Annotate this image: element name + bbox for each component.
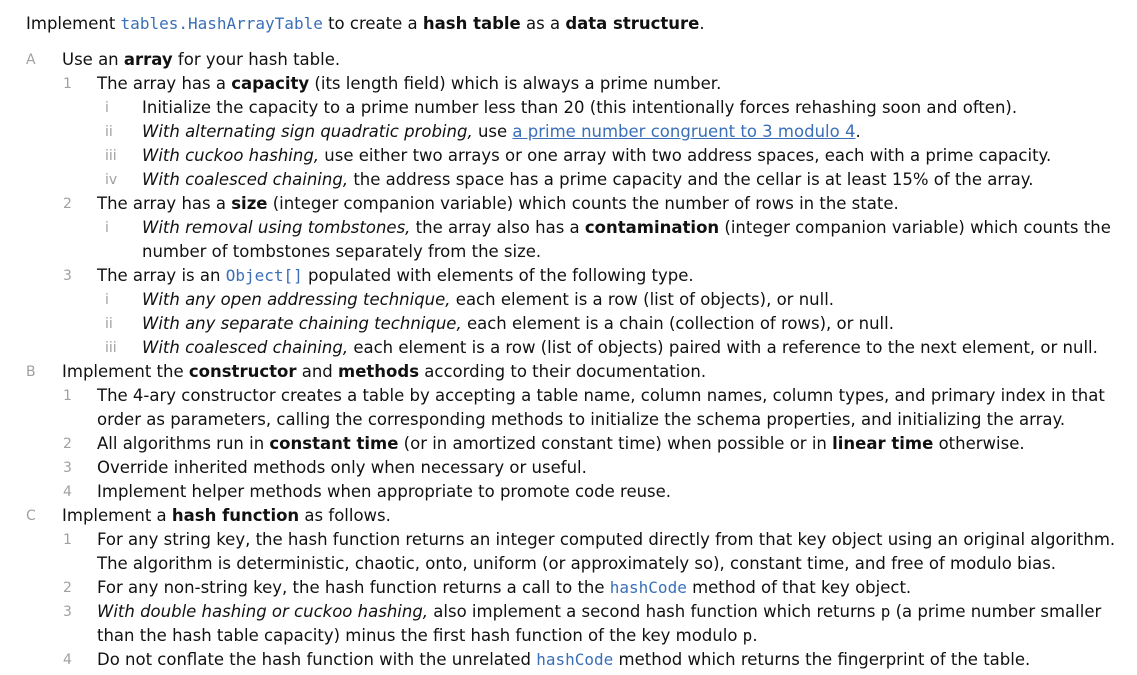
bold-term: array xyxy=(123,50,173,69)
item-marker: 2 xyxy=(63,436,72,452)
item-marker: 1 xyxy=(63,532,72,548)
subitem-a2-i xyxy=(105,216,1111,240)
item-b1-continued xyxy=(97,408,1065,432)
italic-text: With coalesced chaining, xyxy=(142,170,349,189)
subitem-a3-iii xyxy=(105,336,1098,360)
italic-text: With coalesced chaining, xyxy=(142,338,349,357)
item-c3 xyxy=(63,600,1102,624)
subitem-a1-ii xyxy=(105,120,861,144)
item-marker: 1 xyxy=(63,76,72,92)
text: each element is a row (list of objects) paired with a reference to the next element, or null. xyxy=(348,338,1098,357)
text: according to their documentation. xyxy=(419,362,707,381)
intro-text: as a xyxy=(520,14,566,33)
text: method which returns the fingerprint of the table. xyxy=(613,650,1031,669)
text: otherwise. xyxy=(933,434,1025,453)
text: as follows. xyxy=(299,506,391,525)
item-c4 xyxy=(63,648,1031,672)
bold-term: constructor xyxy=(188,362,297,381)
text: Implement the xyxy=(62,362,189,381)
item-marker: 3 xyxy=(63,604,72,620)
item-a2 xyxy=(63,192,899,216)
hashcode-code: hashCode xyxy=(536,650,614,669)
subitem-marker: iii xyxy=(105,148,117,164)
text: The array has a xyxy=(97,194,232,213)
section-c xyxy=(26,504,391,528)
text: for your hash table. xyxy=(172,50,341,69)
section-marker: B xyxy=(26,364,36,380)
item-b2 xyxy=(63,432,1025,456)
section-a xyxy=(26,48,341,72)
text: (a prime number smaller xyxy=(890,602,1102,621)
item-b3 xyxy=(63,456,587,480)
text: also implement a second hash function which returns xyxy=(428,602,881,621)
bold-term: contamination xyxy=(584,218,720,237)
intro-text: Implement xyxy=(26,14,121,33)
subitem-marker: i xyxy=(105,100,109,116)
italic-text: With double hashing or cuckoo hashing, xyxy=(97,602,429,621)
text: and xyxy=(296,362,339,381)
bold-term: linear time xyxy=(832,434,934,453)
italic-text: With cuckoo hashing, xyxy=(142,146,320,165)
intro-text: to create a xyxy=(322,14,423,33)
bold-term: methods xyxy=(338,362,420,381)
item-marker: 4 xyxy=(63,484,72,500)
item-marker: 1 xyxy=(63,388,72,404)
italic-text: With any separate chaining technique, xyxy=(142,314,462,333)
text: the address space has a prime capacity and the cellar is at least 15% of the array. xyxy=(348,170,1034,189)
subitem-marker: ii xyxy=(105,124,113,140)
section-marker: A xyxy=(26,52,36,68)
bold-term: constant time xyxy=(269,434,399,453)
section-b xyxy=(26,360,707,384)
text: The 4-ary constructor creates a table by accepting a table name, column names, column types, and primary index in that xyxy=(97,386,1105,405)
bold-term: size xyxy=(231,194,268,213)
intro-bold: data structure xyxy=(565,14,700,33)
text: Implement a xyxy=(62,506,172,525)
object-array-code: Object[] xyxy=(225,266,303,285)
p-variable: p xyxy=(880,602,891,621)
intro-bold: hash table xyxy=(422,14,521,33)
text: number of tombstones separately from the size. xyxy=(142,242,542,261)
subitem-marker: ii xyxy=(105,316,113,332)
text: . xyxy=(752,626,758,645)
intro-text: . xyxy=(699,14,705,33)
subitem-a3-ii xyxy=(105,312,894,336)
text: each element is a row (list of objects), or null. xyxy=(450,290,835,309)
item-c1-continued xyxy=(97,552,1056,576)
text: use either two arrays or one array with two address spaces, each with a prime capacity. xyxy=(319,146,1052,165)
item-c1 xyxy=(63,528,1116,552)
subitem-marker: iv xyxy=(105,172,118,188)
italic-text: With any open addressing technique, xyxy=(142,290,451,309)
subitem-marker: i xyxy=(105,292,109,308)
class-name-code: tables.HashArrayTable xyxy=(120,14,323,33)
bold-term: hash function xyxy=(171,506,300,525)
subitem-marker: iii xyxy=(105,340,117,356)
item-c2 xyxy=(63,576,912,600)
subitem-a1-i xyxy=(105,96,1018,120)
text: use xyxy=(472,122,513,141)
item-marker: 2 xyxy=(63,196,72,212)
text: Do not conflate the hash function with the unrelated xyxy=(97,650,537,669)
prime-congruent-link[interactable]: a prime number congruent to 3 modulo 4 xyxy=(512,122,856,141)
text: All algorithms run in xyxy=(97,434,270,453)
p-variable: p xyxy=(742,626,753,645)
text: than the hash table capacity) minus the first hash function of the key modulo xyxy=(97,626,743,645)
italic-text: With alternating sign quadratic probing, xyxy=(142,122,473,141)
item-a3 xyxy=(63,264,694,288)
text: The array is an xyxy=(97,266,226,285)
text: (or in amortized constant time) when possible or in xyxy=(398,434,833,453)
text: Initialize the capacity to a prime number less than 20 (this intentionally forces rehashing soon and often). xyxy=(142,98,1018,117)
section-marker: C xyxy=(26,508,36,524)
item-b1 xyxy=(63,384,1105,408)
text: (integer companion variable) which counts the xyxy=(719,218,1111,237)
text: Override inherited methods only when necessary or useful. xyxy=(97,458,587,477)
text: For any string key, the hash function returns an integer computed directly from that key object using an original algorithm. xyxy=(97,530,1116,549)
item-b4 xyxy=(63,480,672,504)
item-marker: 2 xyxy=(63,580,72,596)
text: order as parameters, calling the corresponding methods to initialize the schema properties, and initializing the array. xyxy=(97,410,1066,429)
text: populated with elements of the following type. xyxy=(302,266,694,285)
subitem-a3-i xyxy=(105,288,835,312)
subitem-a2-i-continued xyxy=(142,240,541,264)
italic-text: With removal using tombstones, xyxy=(142,218,411,237)
text: . xyxy=(855,122,861,141)
item-marker: 3 xyxy=(63,460,72,476)
text: The algorithm is deterministic, chaotic, onto, uniform (or approximately so), constant time, and free of modulo bias. xyxy=(97,554,1057,573)
intro-line xyxy=(26,12,705,36)
subitem-marker: i xyxy=(105,220,109,236)
text: Use an xyxy=(62,50,124,69)
text: the array also has a xyxy=(410,218,585,237)
text: (integer companion variable) which counts the number of rows in the state. xyxy=(267,194,899,213)
item-c3-continued xyxy=(97,624,758,648)
text: For any non-string key, the hash function returns a call to the xyxy=(97,578,610,597)
subitem-a1-iii xyxy=(105,144,1052,168)
text: each element is a chain (collection of rows), or null. xyxy=(461,314,894,333)
item-marker: 4 xyxy=(63,652,72,668)
text: method of that key object. xyxy=(686,578,912,597)
item-marker: 3 xyxy=(63,268,72,284)
text: (its length field) which is always a prime number. xyxy=(309,74,722,93)
text: Implement helper methods when appropriate to promote code reuse. xyxy=(97,482,672,501)
item-a1 xyxy=(63,72,722,96)
subitem-a1-iv xyxy=(105,168,1034,192)
text: The array has a xyxy=(97,74,232,93)
bold-term: capacity xyxy=(231,74,310,93)
hashcode-code: hashCode xyxy=(609,578,687,597)
